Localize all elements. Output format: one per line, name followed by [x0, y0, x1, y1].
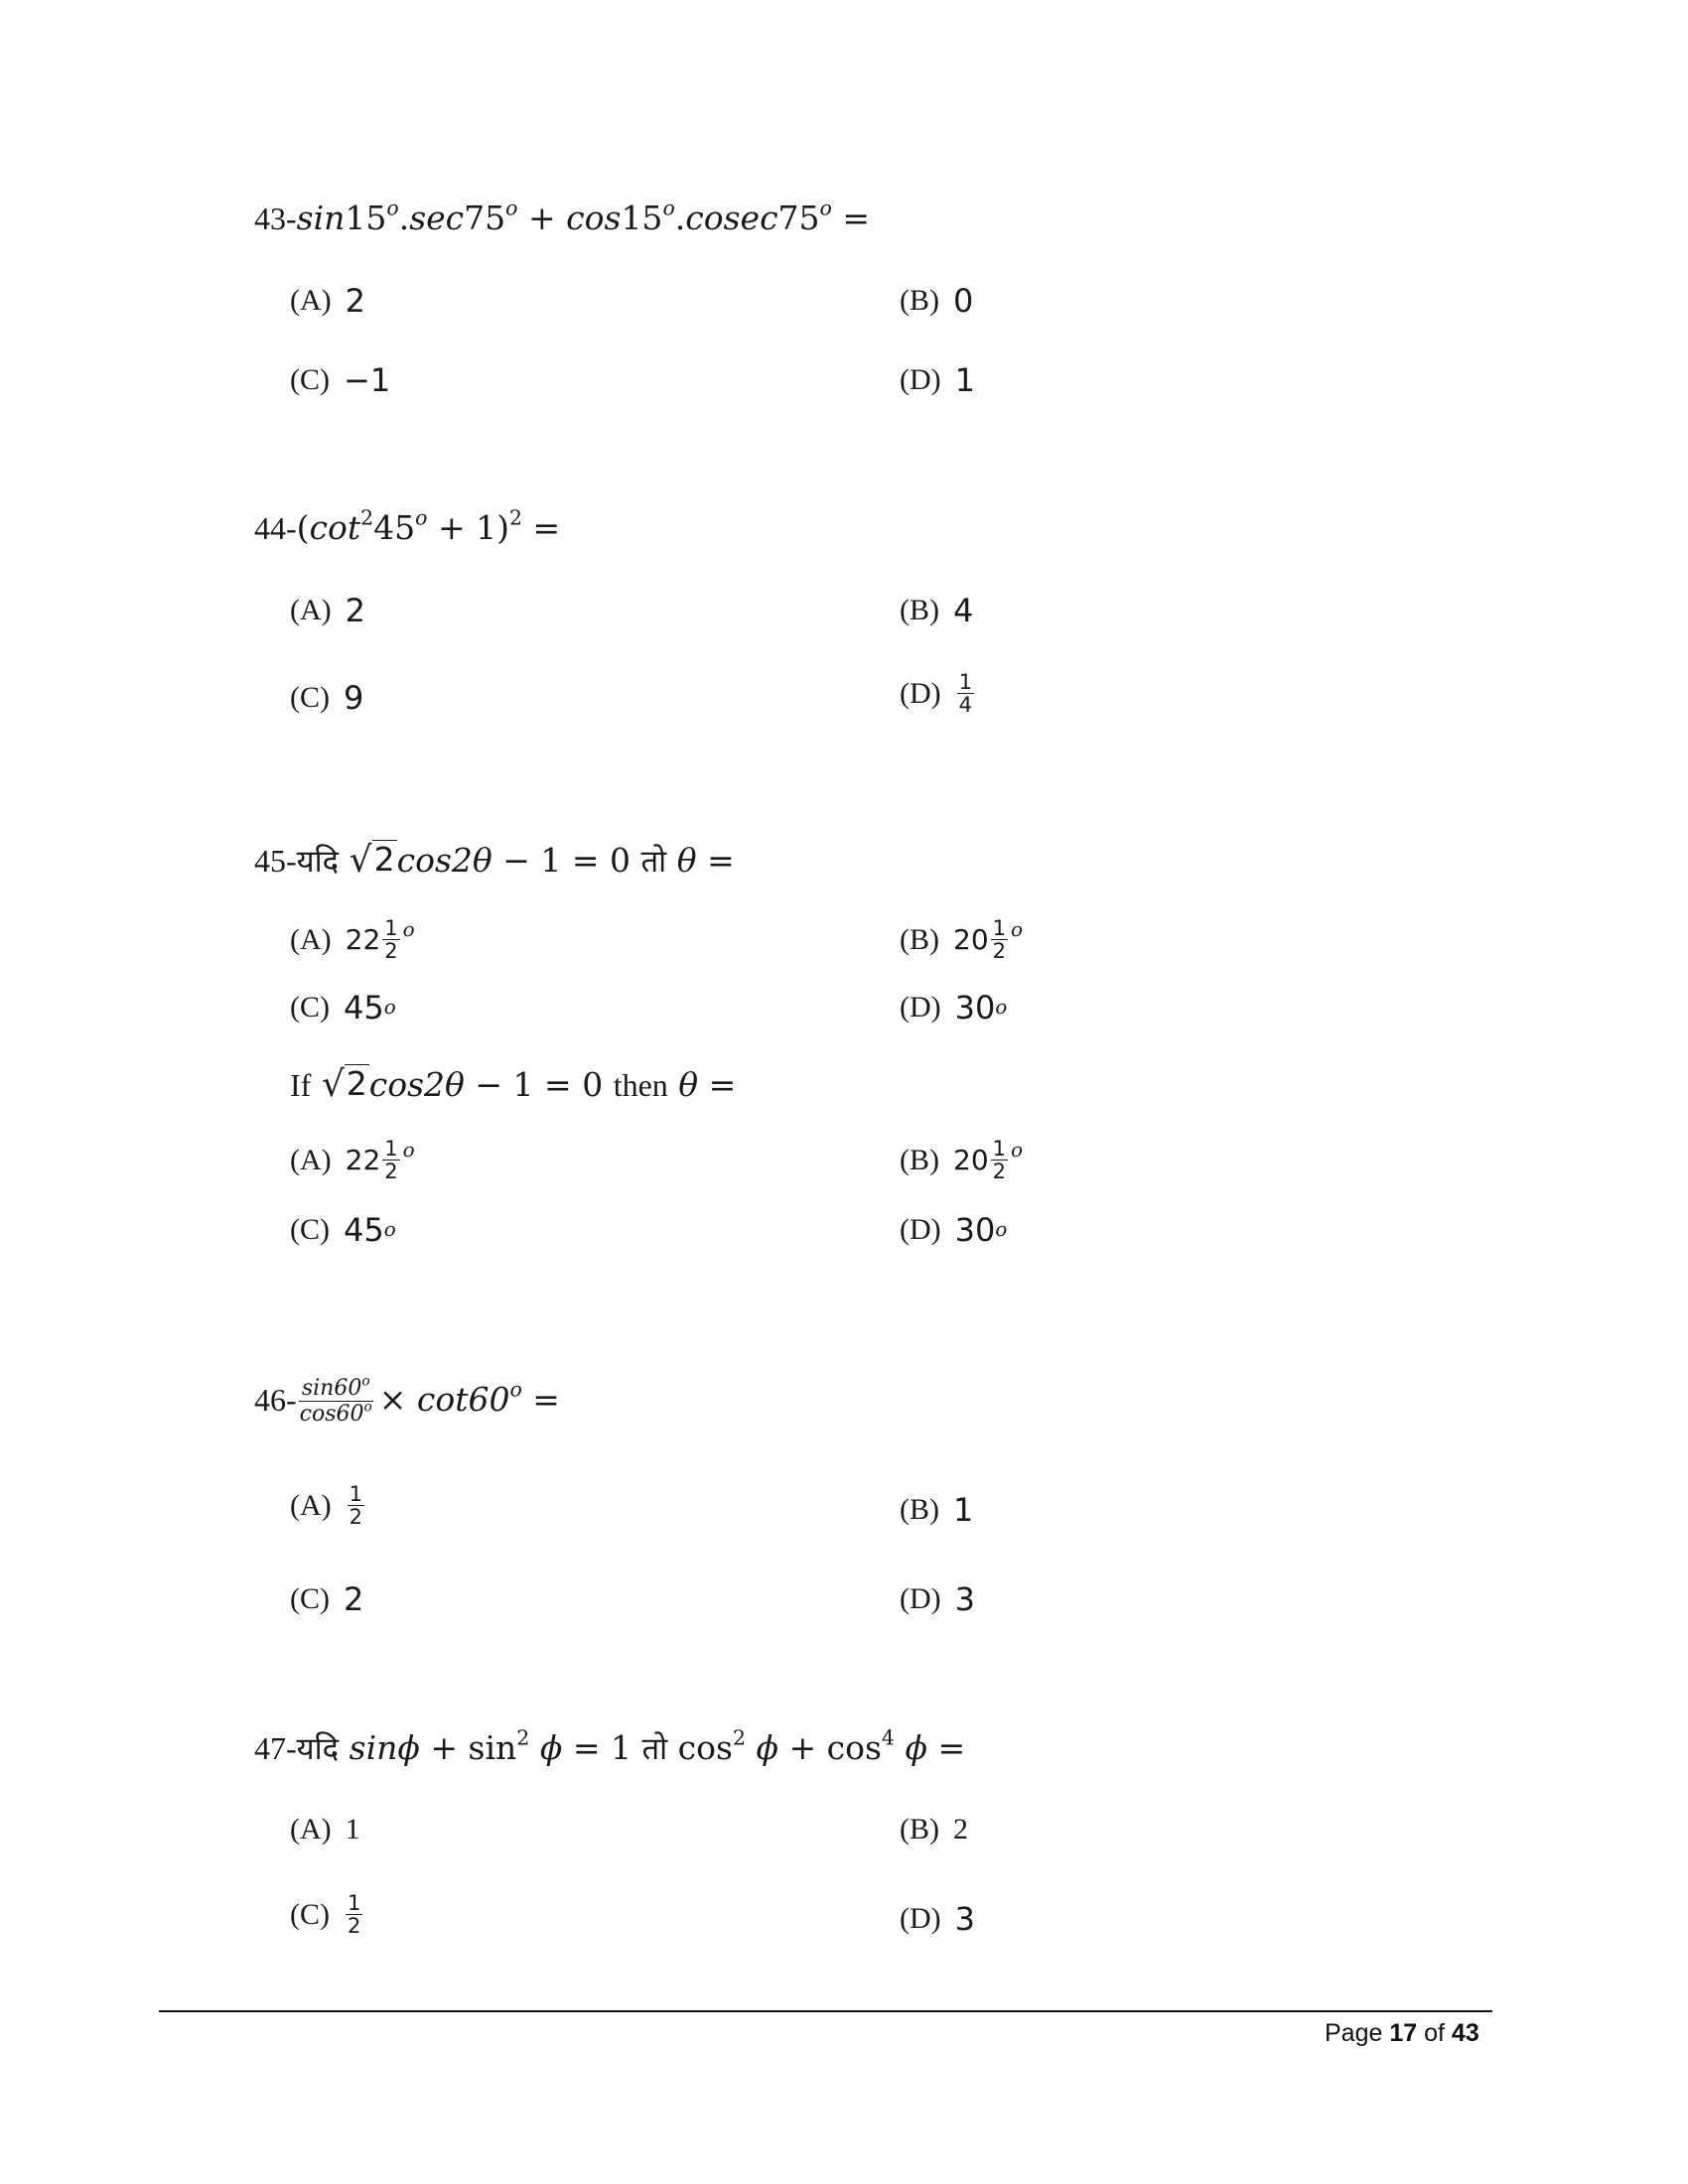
- question-47: 47-यदि $\sin\phi + \sin^2 \phi = 1$ तो $\cos^2 \phi + \cos^4 \phi$ =: [254, 1725, 966, 1767]
- mixed-number: 20 $\frac{1}{2}$ o: [953, 1137, 1024, 1184]
- square-root: √ 2: [349, 840, 395, 881]
- question-number: 47-: [254, 1730, 297, 1766]
- option-d[interactable]: (D) 3: [900, 1580, 976, 1618]
- option-d[interactable]: (D) 30 o: [900, 1211, 1008, 1249]
- option-a[interactable]: (A) 1: [290, 1813, 360, 1845]
- option-b[interactable]: (B) 2: [900, 1813, 968, 1845]
- mixed-number: 22 $\frac{1}{2}$ o: [345, 916, 415, 964]
- fraction: $\frac{1}{2}$: [348, 1891, 361, 1939]
- option-c[interactable]: (C) 2: [290, 1580, 364, 1618]
- question-number: 44-: [254, 510, 297, 546]
- option-a[interactable]: (A) $\frac{1}{2}$: [290, 1482, 363, 1530]
- square-root: √ 2: [321, 1063, 367, 1105]
- option-c[interactable]: (C) 45 o: [290, 1211, 396, 1249]
- option-d[interactable]: (D) 30 o: [900, 989, 1008, 1026]
- question-44: $44-(\cot^245^o + 1)^2$ =: [254, 505, 561, 547]
- question-number: 43-: [254, 201, 297, 236]
- option-b[interactable]: (B) 4: [900, 592, 974, 629]
- mixed-number: 20 $\frac{1}{2}$ o: [953, 916, 1024, 964]
- question-46: 46- $\frac{\sin 60^o}{\cos 60^o}$ × cot60$^o$ =: [254, 1373, 560, 1428]
- question-number: 45-: [254, 843, 297, 879]
- option-b[interactable]: (B) 20 $\frac{1}{2}$ o: [900, 916, 1024, 964]
- option-d[interactable]: (D) 3: [900, 1900, 976, 1938]
- option-b[interactable]: (B) 0: [900, 282, 974, 320]
- option-b[interactable]: (B) 20 $\frac{1}{2}$ o: [900, 1137, 1024, 1184]
- page-footer: Page 17 of 43: [1325, 2019, 1479, 2047]
- question-45-english: If √ 2 cos2θ − 1 = 0 then θ =: [290, 1063, 737, 1105]
- option-c[interactable]: (C) 9: [290, 679, 364, 717]
- option-a[interactable]: (A) 22 $\frac{1}{2}$ o: [290, 1137, 415, 1184]
- mixed-number: 22 $\frac{1}{2}$ o: [345, 1137, 415, 1184]
- option-c[interactable]: (C) $\frac{1}{2}$: [290, 1891, 361, 1939]
- page-total: 43: [1451, 2019, 1479, 2047]
- option-c[interactable]: (C) −1: [290, 361, 391, 399]
- option-c[interactable]: (C) 45 o: [290, 989, 396, 1026]
- fraction: $\frac{1}{4}$: [958, 670, 973, 718]
- option-a[interactable]: (A) 22 $\frac{1}{2}$ o: [290, 916, 415, 964]
- option-b[interactable]: (B) 1: [900, 1491, 974, 1529]
- fraction: $\frac{\sin 60^o}{\cos 60^o}$: [299, 1373, 372, 1428]
- option-d[interactable]: (D) $\frac{1}{4}$: [900, 670, 973, 718]
- question-number: 46-: [254, 1381, 297, 1418]
- page-number: 17: [1389, 2019, 1418, 2047]
- fraction: $\frac{1}{2}$: [349, 1482, 363, 1530]
- question-45: 45-यदि √ 2 cos2θ − 1 = 0 तो θ =: [254, 840, 735, 881]
- question-43: 43-sin15$^o$.sec75$^o$ + cos15$^o$.cosec75$^o$ =: [254, 196, 871, 237]
- option-a[interactable]: (A) 2: [290, 592, 366, 629]
- footer-divider: [159, 2010, 1492, 2012]
- option-a[interactable]: (A) 2: [290, 282, 366, 320]
- option-d[interactable]: (D) 1: [900, 361, 976, 399]
